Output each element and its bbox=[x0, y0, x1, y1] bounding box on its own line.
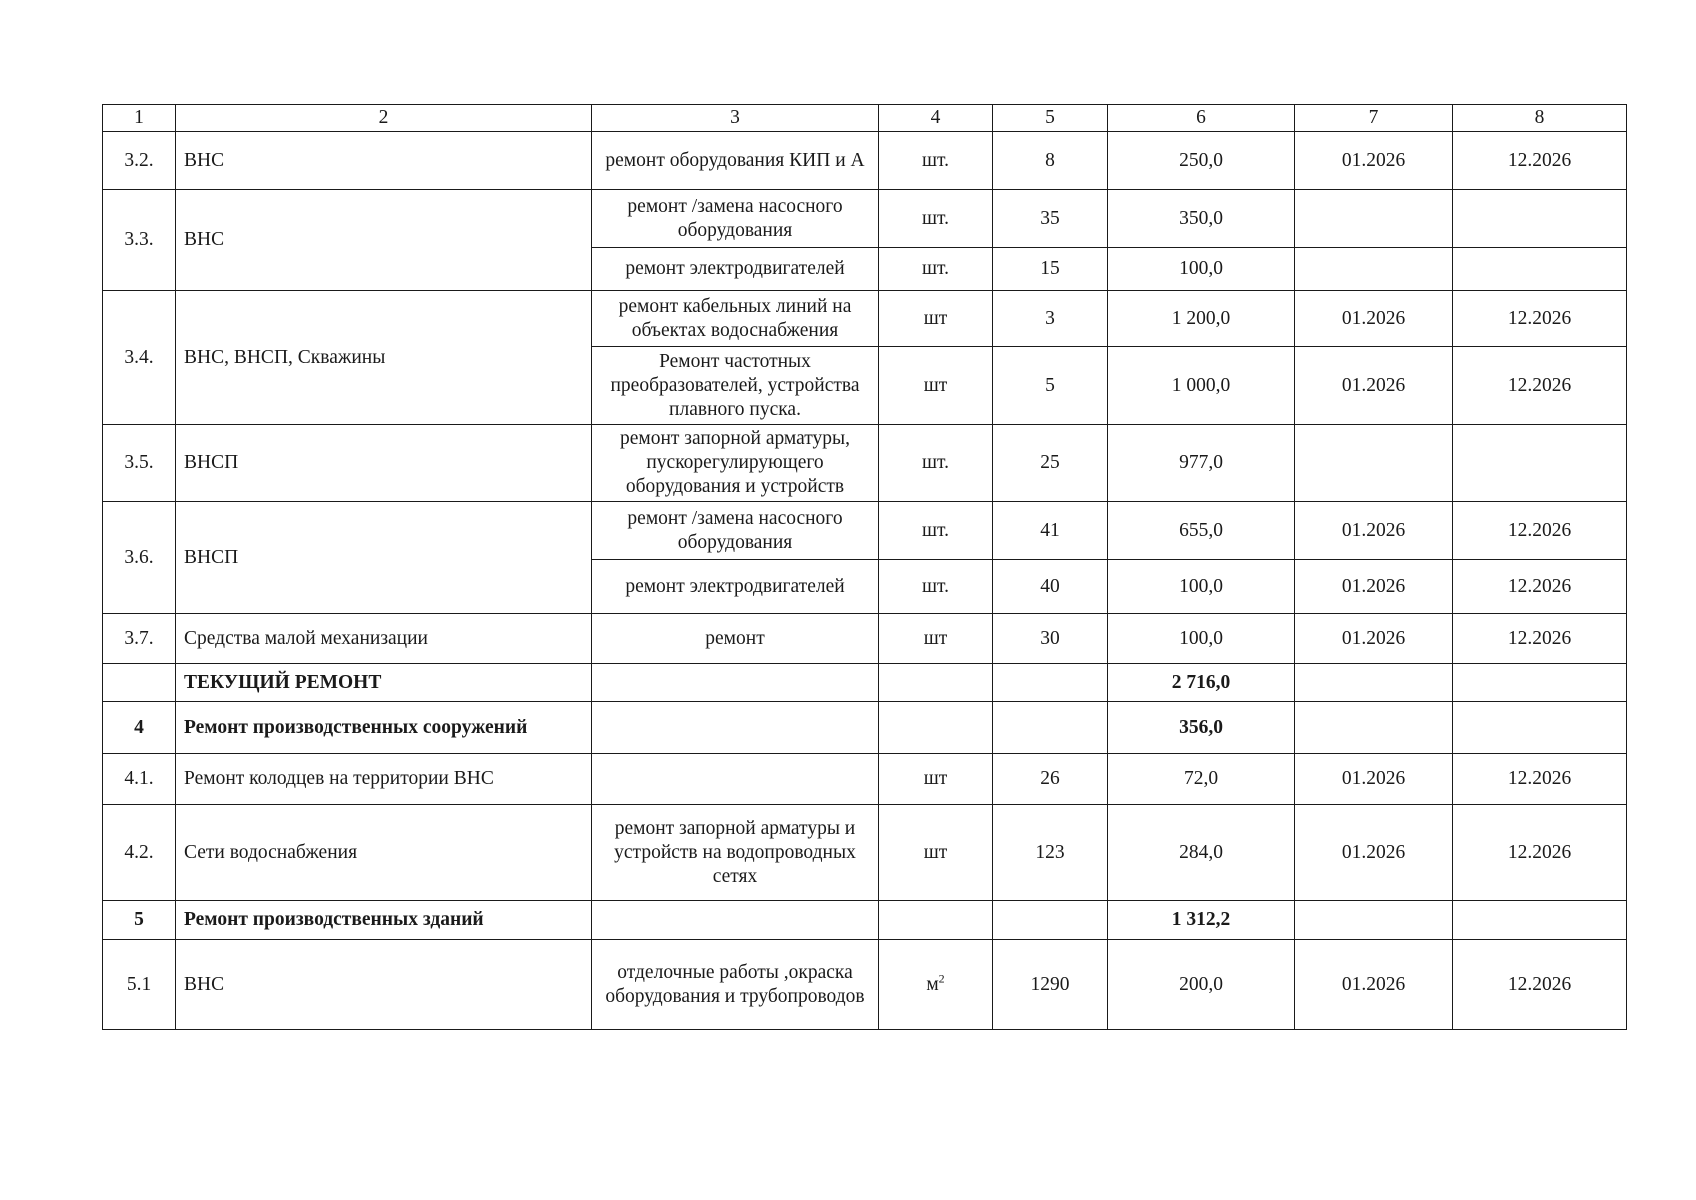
section-total-row bbox=[103, 664, 1627, 702]
unit: шт. bbox=[879, 190, 993, 248]
work-description: ремонт кабельных линий на объектах водоснабжения bbox=[592, 291, 879, 347]
cost: 72,0 bbox=[1108, 754, 1295, 805]
table-row bbox=[103, 614, 1627, 664]
object-name: ВНС bbox=[176, 190, 592, 291]
end-date: 12.2026 bbox=[1453, 940, 1627, 1030]
quantity: 1290 bbox=[993, 940, 1108, 1030]
unit bbox=[879, 940, 993, 1030]
quantity: 25 bbox=[993, 425, 1108, 502]
empty-cell bbox=[1453, 664, 1627, 702]
object-name: ВНС bbox=[176, 940, 592, 1030]
column-header: 5 bbox=[993, 105, 1108, 132]
quantity: 3 bbox=[993, 291, 1108, 347]
row-number: 3.3. bbox=[103, 190, 176, 291]
start-date bbox=[1295, 248, 1453, 291]
quantity: 40 bbox=[993, 560, 1108, 614]
unit: шт bbox=[879, 347, 993, 425]
unit: шт. bbox=[879, 560, 993, 614]
start-date bbox=[1295, 425, 1453, 502]
empty-cell bbox=[592, 664, 879, 702]
row-number: 4.2. bbox=[103, 805, 176, 901]
work-description: ремонт запорной арматуры, пускорегулирующего оборудования и устройств bbox=[592, 425, 879, 502]
quantity: 5 bbox=[993, 347, 1108, 425]
empty-cell bbox=[592, 901, 879, 940]
cost: 977,0 bbox=[1108, 425, 1295, 502]
unit: шт bbox=[879, 805, 993, 901]
section-total-cost: 2 716,0 bbox=[1108, 664, 1295, 702]
unit: шт bbox=[879, 614, 993, 664]
table-row bbox=[103, 502, 1627, 560]
cost: 100,0 bbox=[1108, 560, 1295, 614]
work-description bbox=[592, 754, 879, 805]
end-date bbox=[1453, 190, 1627, 248]
cost: 200,0 bbox=[1108, 940, 1295, 1030]
column-header: 8 bbox=[1453, 105, 1627, 132]
column-header: 2 bbox=[176, 105, 592, 132]
empty-cell bbox=[993, 901, 1108, 940]
work-description: ремонт запорной арматуры и устройств на водопроводных сетях bbox=[592, 805, 879, 901]
end-date: 12.2026 bbox=[1453, 614, 1627, 664]
cost: 1 000,0 bbox=[1108, 347, 1295, 425]
row-number: 4.1. bbox=[103, 754, 176, 805]
work-description: ремонт оборудования КИП и А bbox=[592, 132, 879, 190]
empty-cell bbox=[1453, 702, 1627, 754]
quantity: 8 bbox=[993, 132, 1108, 190]
column-header: 1 bbox=[103, 105, 176, 132]
unit-superscript: 2 bbox=[938, 971, 945, 985]
table-row bbox=[103, 132, 1627, 190]
row-number: 3.5. bbox=[103, 425, 176, 502]
cost: 100,0 bbox=[1108, 248, 1295, 291]
empty-cell bbox=[993, 664, 1108, 702]
start-date: 01.2026 bbox=[1295, 614, 1453, 664]
row-number: 3.7. bbox=[103, 614, 176, 664]
row-number: 3.6. bbox=[103, 502, 176, 614]
start-date: 01.2026 bbox=[1295, 347, 1453, 425]
start-date: 01.2026 bbox=[1295, 805, 1453, 901]
end-date: 12.2026 bbox=[1453, 805, 1627, 901]
empty-cell bbox=[1295, 901, 1453, 940]
cost: 250,0 bbox=[1108, 132, 1295, 190]
column-header: 4 bbox=[879, 105, 993, 132]
object-name: ВНС, ВНСП, Скважины bbox=[176, 291, 592, 425]
row-number: 3.2. bbox=[103, 132, 176, 190]
cost: 284,0 bbox=[1108, 805, 1295, 901]
unit: шт. bbox=[879, 248, 993, 291]
work-description: ремонт bbox=[592, 614, 879, 664]
work-description: ремонт /замена насосного оборудования bbox=[592, 502, 879, 560]
unit: шт bbox=[879, 291, 993, 347]
row-number: 5 bbox=[103, 901, 176, 940]
work-description: ремонт /замена насосного оборудования bbox=[592, 190, 879, 248]
end-date: 12.2026 bbox=[1453, 347, 1627, 425]
column-header: 7 bbox=[1295, 105, 1453, 132]
work-description: отделочные работы ,окраска оборудования и трубопроводов bbox=[592, 940, 879, 1030]
table-row bbox=[103, 805, 1627, 901]
repair-plan-table bbox=[102, 104, 1627, 1030]
end-date: 12.2026 bbox=[1453, 560, 1627, 614]
end-date bbox=[1453, 425, 1627, 502]
section-title: Ремонт производственных зданий bbox=[176, 901, 592, 940]
quantity: 41 bbox=[993, 502, 1108, 560]
work-description: ремонт электродвигателей bbox=[592, 560, 879, 614]
object-name: ВНСП bbox=[176, 425, 592, 502]
cost: 350,0 bbox=[1108, 190, 1295, 248]
section-title: ТЕКУЩИЙ РЕМОНТ bbox=[176, 664, 592, 702]
quantity: 15 bbox=[993, 248, 1108, 291]
unit: шт. bbox=[879, 132, 993, 190]
start-date: 01.2026 bbox=[1295, 560, 1453, 614]
section-row bbox=[103, 901, 1627, 940]
column-header: 3 bbox=[592, 105, 879, 132]
column-number-header-row bbox=[103, 105, 1627, 132]
empty-cell bbox=[879, 702, 993, 754]
start-date: 01.2026 bbox=[1295, 502, 1453, 560]
end-date: 12.2026 bbox=[1453, 502, 1627, 560]
start-date: 01.2026 bbox=[1295, 754, 1453, 805]
start-date: 01.2026 bbox=[1295, 940, 1453, 1030]
row-number: 5.1 bbox=[103, 940, 176, 1030]
start-date: 01.2026 bbox=[1295, 291, 1453, 347]
end-date bbox=[1453, 248, 1627, 291]
start-date: 01.2026 bbox=[1295, 132, 1453, 190]
start-date bbox=[1295, 190, 1453, 248]
row-number bbox=[103, 664, 176, 702]
empty-cell bbox=[592, 702, 879, 754]
section-total-cost: 356,0 bbox=[1108, 702, 1295, 754]
table-row bbox=[103, 940, 1627, 1030]
empty-cell bbox=[879, 664, 993, 702]
section-row bbox=[103, 702, 1627, 754]
object-name: ВНСП bbox=[176, 502, 592, 614]
table-row bbox=[103, 291, 1627, 347]
empty-cell bbox=[1295, 702, 1453, 754]
cost: 655,0 bbox=[1108, 502, 1295, 560]
unit-text: м bbox=[926, 973, 939, 995]
table-row bbox=[103, 190, 1627, 248]
quantity: 26 bbox=[993, 754, 1108, 805]
end-date: 12.2026 bbox=[1453, 754, 1627, 805]
work-description: ремонт электродвигателей bbox=[592, 248, 879, 291]
row-number: 4 bbox=[103, 702, 176, 754]
end-date: 12.2026 bbox=[1453, 291, 1627, 347]
cost: 1 200,0 bbox=[1108, 291, 1295, 347]
quantity: 35 bbox=[993, 190, 1108, 248]
row-number: 3.4. bbox=[103, 291, 176, 425]
work-description: Ремонт частотных преобразователей, устройства плавного пуска. bbox=[592, 347, 879, 425]
end-date: 12.2026 bbox=[1453, 132, 1627, 190]
unit: шт. bbox=[879, 425, 993, 502]
object-name: Сети водоснабжения bbox=[176, 805, 592, 901]
unit: шт bbox=[879, 754, 993, 805]
cost: 100,0 bbox=[1108, 614, 1295, 664]
unit: шт. bbox=[879, 502, 993, 560]
table-row bbox=[103, 425, 1627, 502]
object-name: Средства малой механизации bbox=[176, 614, 592, 664]
empty-cell bbox=[1453, 901, 1627, 940]
column-header: 6 bbox=[1108, 105, 1295, 132]
quantity: 123 bbox=[993, 805, 1108, 901]
object-name: Ремонт колодцев на территории ВНС bbox=[176, 754, 592, 805]
object-name: ВНС bbox=[176, 132, 592, 190]
empty-cell bbox=[879, 901, 993, 940]
quantity: 30 bbox=[993, 614, 1108, 664]
empty-cell bbox=[1295, 664, 1453, 702]
empty-cell bbox=[993, 702, 1108, 754]
table-row bbox=[103, 754, 1627, 805]
section-title: Ремонт производственных сооружений bbox=[176, 702, 592, 754]
section-total-cost: 1 312,2 bbox=[1108, 901, 1295, 940]
